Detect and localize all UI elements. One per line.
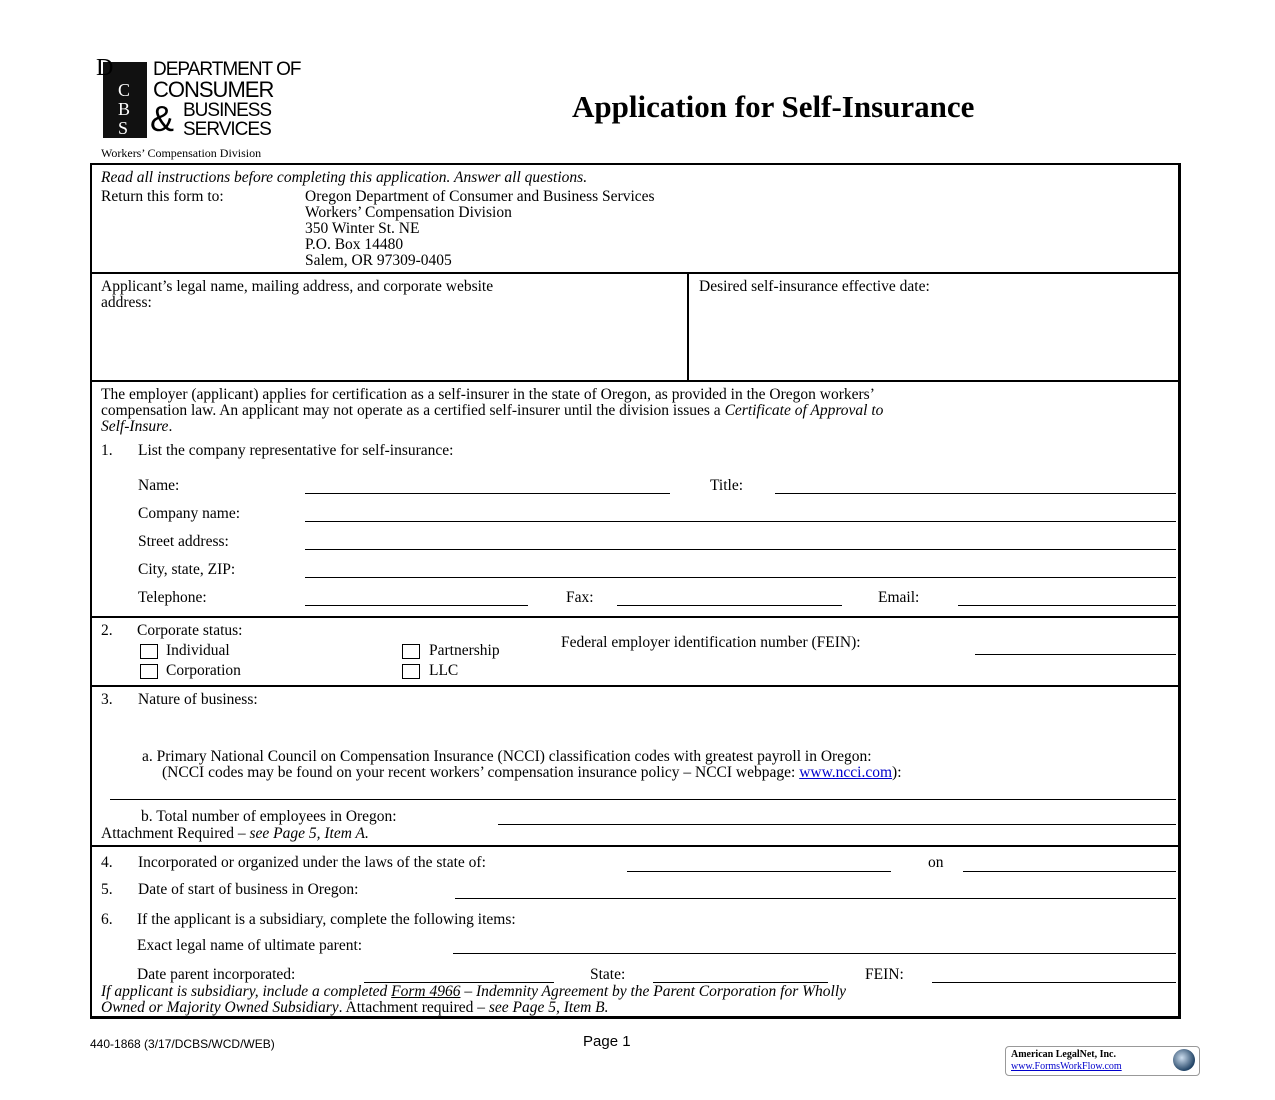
- divider: [90, 272, 1178, 274]
- option-label: LLC: [429, 662, 459, 679]
- monogram-letters: C B S: [118, 80, 131, 138]
- logo-ampersand: &: [150, 98, 174, 139]
- page-title: Application for Self-Insurance: [572, 89, 975, 124]
- fax-label: Fax:: [566, 589, 594, 606]
- attachment-note: [101, 826, 369, 842]
- page-number: Page 1: [583, 1033, 631, 1050]
- text: (NCCI codes may be found on your recent workers’ compensation insurance policy – NCCI webpage:: [162, 764, 800, 781]
- start-date-input[interactable]: [455, 898, 1176, 899]
- text: see Page 5, Item A.: [249, 825, 369, 842]
- text: Owned or Majority Owned Subsidiary: [101, 999, 339, 1016]
- on-label: on: [928, 854, 944, 871]
- certification-text: [101, 403, 883, 419]
- parent-label: Exact legal name of ultimate parent:: [137, 937, 363, 954]
- question-number: 2.: [101, 622, 113, 639]
- address-line: Workers’ Compensation Division: [305, 204, 512, 221]
- question-number: 1.: [101, 442, 113, 459]
- instructions: Read all instructions before completing this application. Answer all questions.: [101, 169, 588, 186]
- return-label: Return this form to:: [101, 188, 224, 205]
- email-label: Email:: [878, 589, 920, 606]
- employees-input[interactable]: [498, 824, 1176, 825]
- telephone-label: Telephone:: [138, 589, 207, 606]
- address-line: Salem, OR 97309-0405: [305, 252, 452, 269]
- subsidiary-note: [101, 984, 846, 1000]
- ncci-codes-input[interactable]: [110, 799, 1176, 800]
- individual-checkbox[interactable]: [140, 644, 158, 659]
- text: see Page 5, Item B.: [488, 999, 609, 1016]
- address-line: Oregon Department of Consumer and Business Services: [305, 188, 655, 205]
- telephone-input[interactable]: [305, 605, 528, 606]
- employees-label: b. Total number of employees in Oregon:: [141, 808, 397, 825]
- address-line: P.O. Box 14480: [305, 236, 404, 253]
- applicant-name-field[interactable]: [95, 313, 680, 375]
- corporation-checkbox[interactable]: [140, 664, 158, 679]
- ncci-note: [162, 765, 902, 781]
- vendor-name: American LegalNet, Inc.: [1011, 1049, 1116, 1060]
- name-label: Name:: [138, 477, 180, 494]
- parent-state-label: State:: [590, 966, 626, 983]
- effective-date-field[interactable]: [695, 298, 1170, 376]
- fax-input[interactable]: [617, 605, 842, 606]
- parent-fein-input[interactable]: [932, 982, 1176, 983]
- monogram-letter: D: [96, 55, 114, 81]
- question-label: If the applicant is a subsidiary, complete the following items:: [137, 911, 516, 928]
- title-label: Title:: [710, 477, 744, 494]
- vendor-badge: [1005, 1046, 1200, 1076]
- fein-label: Federal employer identification number (FEIN):: [561, 634, 861, 651]
- form-4966-link[interactable]: Form 4966: [391, 983, 461, 1000]
- certification-text: The employer (applicant) applies for certification as a self-insurer in the state of Oregon, as provided in the Oregon workers’: [101, 386, 875, 403]
- text: ):: [892, 764, 902, 781]
- text: Attachment Required –: [101, 825, 250, 842]
- text: . Attachment required –: [338, 999, 489, 1016]
- form-id: 440-1868 (3/17/DCBS/WCD/WEB): [90, 1037, 275, 1051]
- incorporation-date-input[interactable]: [963, 871, 1176, 872]
- text: Certificate of Approval to: [724, 402, 884, 419]
- address-line: 350 Winter St. NE: [305, 220, 420, 237]
- partnership-checkbox[interactable]: [402, 644, 420, 659]
- text: .: [168, 418, 173, 435]
- logo-line: SERVICES: [183, 119, 271, 140]
- option-label: Corporation: [166, 662, 241, 679]
- divider: [687, 273, 689, 381]
- logo-line: DEPARTMENT OF: [153, 59, 301, 80]
- question-label: Nature of business:: [138, 691, 258, 708]
- option-label: Individual: [166, 642, 230, 659]
- logo-line: CONSUMER: [153, 77, 274, 102]
- question-label: Incorporated or organized under the laws of the state of:: [138, 854, 486, 871]
- divider: [90, 380, 1178, 382]
- email-input[interactable]: [958, 605, 1176, 606]
- name-input[interactable]: [305, 493, 670, 494]
- ncci-link[interactable]: www.ncci.com: [799, 764, 893, 781]
- city-label: City, state, ZIP:: [138, 561, 236, 578]
- applicant-name-label-cont: address:: [101, 294, 152, 311]
- incorporation-state-input[interactable]: [627, 871, 891, 872]
- applicant-name-label: Applicant’s legal name, mailing address, and corporate website: [101, 278, 494, 295]
- nature-of-business-field[interactable]: [138, 710, 1173, 745]
- fein-input[interactable]: [975, 654, 1176, 655]
- globe-icon: [1173, 1049, 1195, 1071]
- question-number: 5.: [101, 881, 113, 898]
- question-number: 6.: [101, 911, 113, 928]
- question-label: Date of start of business in Oregon:: [138, 881, 359, 898]
- option-label: Partnership: [429, 642, 500, 659]
- ncci-label: a. Primary National Council on Compensation Insurance (NCCI) classification codes with greatest payroll in Oregon:: [142, 748, 872, 765]
- llc-checkbox[interactable]: [402, 664, 420, 679]
- parent-fein-label: FEIN:: [865, 966, 904, 983]
- parent-date-label: Date parent incorporated:: [137, 966, 296, 983]
- text: If applicant is subsidiary, include a completed: [101, 983, 392, 1000]
- question-number: 3.: [101, 691, 113, 708]
- logo-line: BUSINESS: [183, 100, 272, 121]
- text: compensation law. An applicant may not operate as a certified self-insurer until the division issues a: [101, 402, 725, 419]
- divider: [90, 616, 1178, 618]
- text: Self-Insure: [101, 418, 169, 435]
- vendor-link[interactable]: www.FormsWorkFlow.com: [1011, 1061, 1122, 1072]
- text: – Indemnity Agreement by the Parent Corporation for Wholly: [460, 983, 847, 1000]
- question-label: Corporate status:: [137, 622, 243, 639]
- division-name: Workers’ Compensation Division: [101, 146, 262, 160]
- city-input[interactable]: [305, 577, 1176, 578]
- street-input[interactable]: [305, 549, 1176, 550]
- divider: [90, 685, 1178, 687]
- divider: [90, 845, 1178, 847]
- parent-name-input[interactable]: [453, 953, 1176, 954]
- subsidiary-note: [101, 1000, 609, 1016]
- title-input[interactable]: [775, 493, 1176, 494]
- company-label: Company name:: [138, 505, 241, 522]
- certification-text: [101, 419, 172, 435]
- company-input[interactable]: [305, 521, 1176, 522]
- question-number: 4.: [101, 854, 113, 871]
- question-label: List the company representative for self-insurance:: [138, 442, 454, 459]
- street-label: Street address:: [138, 533, 229, 550]
- effective-date-label: Desired self-insurance effective date:: [699, 278, 930, 295]
